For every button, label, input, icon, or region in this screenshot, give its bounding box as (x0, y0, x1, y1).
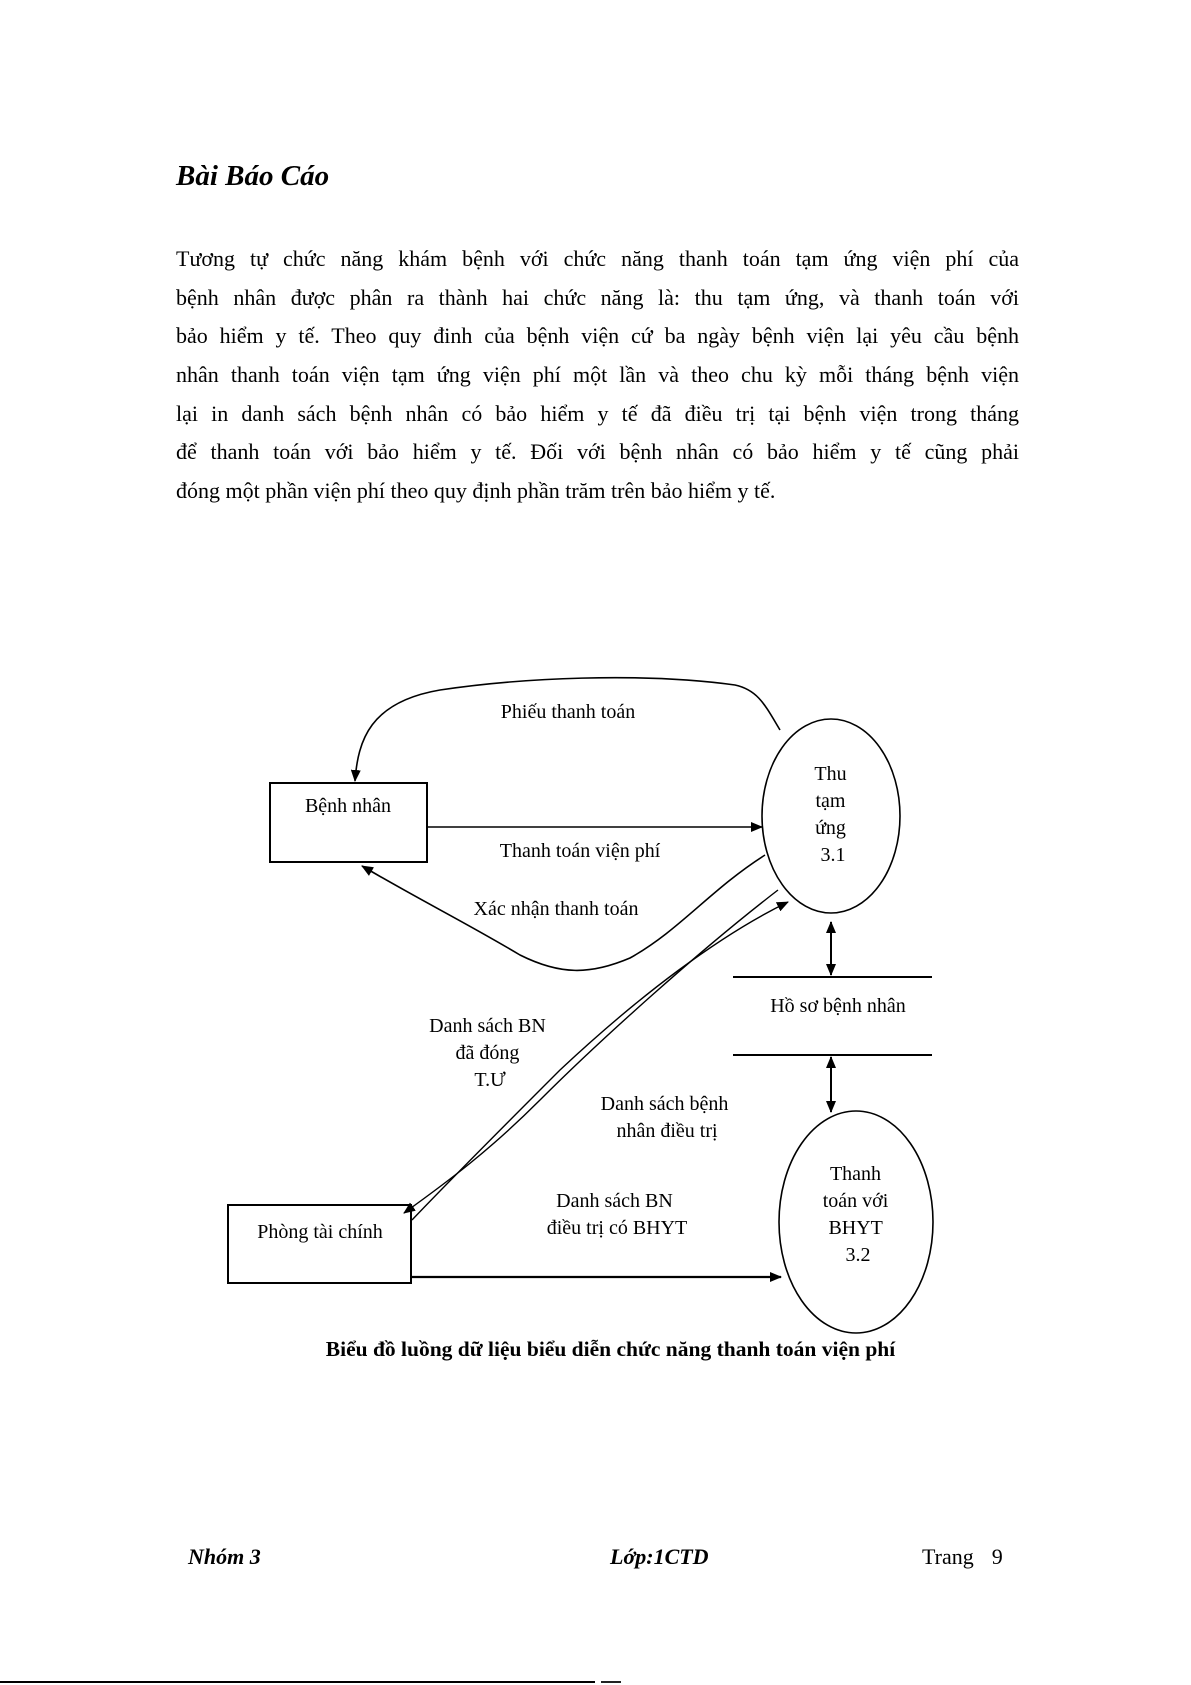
entity-finance-label: Phòng tài chính (257, 1221, 383, 1243)
flow-receipt-label: Phiếu thanh toán (500, 701, 636, 723)
footer-page-label: Trang (922, 1544, 974, 1569)
paragraph-line: Tương tự chức năng khám bệnh với chức năng thanh toán tạm ứng viện phí của (176, 246, 1019, 271)
footer-page (922, 1544, 1003, 1570)
entity-finance (228, 1205, 411, 1283)
data-store-label: Hồ sơ bệnh nhân (770, 995, 906, 1017)
paragraph-line: để thanh toán với bảo hiểm y tế. Đối với bệnh nhân có bảo hiểm y tế cũng phải (176, 439, 1019, 465)
footer-class: Lớp:1CTD (610, 1544, 709, 1569)
flow-treated-list-label: Danh sách bệnh nhân điều trị (600, 1093, 729, 1142)
entity-patient-label: Bệnh nhân (304, 795, 392, 817)
footer-group: Nhóm 3 (188, 1544, 261, 1569)
paragraph-line: bệnh nhân được phân ra thành hai chức năng là: thu tạm ứng, và thanh toán với (176, 284, 1019, 310)
bottom-rule (0, 1681, 595, 1683)
paragraph-line: bảo hiểm y tế. Theo quy đinh của bệnh viện cứ ba ngày bệnh viện lại yêu cầu bệnh (176, 323, 1019, 349)
process-3-2-label: Thanh toán với BHYT 3.2 (822, 1163, 889, 1266)
process-3-1 (762, 719, 900, 913)
flow-payment-label: Thanh toán viện phí (499, 840, 661, 862)
footer-page-number: 9 (991, 1544, 1003, 1569)
flow-bhyt-list-label: Danh sách BN điều trị có BHYT (546, 1190, 688, 1239)
data-store-patient-records (733, 977, 932, 1055)
flow-paid-list-label: Danh sách BN đã đóng T.Ư (429, 1015, 546, 1091)
paragraph-line: đóng một phần viện phí theo quy định phần trăm trên bảo hiểm y tế. (176, 478, 776, 504)
flow-confirm-label: Xác nhận thanh toán (473, 898, 639, 920)
paragraph-line: lại in danh sách bệnh nhân có bảo hiểm y tế đã điều trị tại bệnh viện trong tháng (176, 400, 1019, 426)
paragraph-line: nhân thanh toán viện tạm ứng viện phí một lần và theo chu kỳ mỗi tháng bệnh viện (176, 362, 1019, 388)
process-3-2 (779, 1111, 933, 1333)
entity-patient (270, 783, 427, 862)
bottom-rule-segment (601, 1681, 621, 1683)
diagram-caption: Biểu đồ luồng dữ liệu biểu diễn chức năng thanh toán viện phí (325, 1337, 896, 1361)
page-title: Bài Báo Cáo (176, 160, 330, 192)
flow-receipt (355, 678, 780, 781)
process-3-1-label: Thu tạm ứng 3.1 (814, 763, 847, 866)
